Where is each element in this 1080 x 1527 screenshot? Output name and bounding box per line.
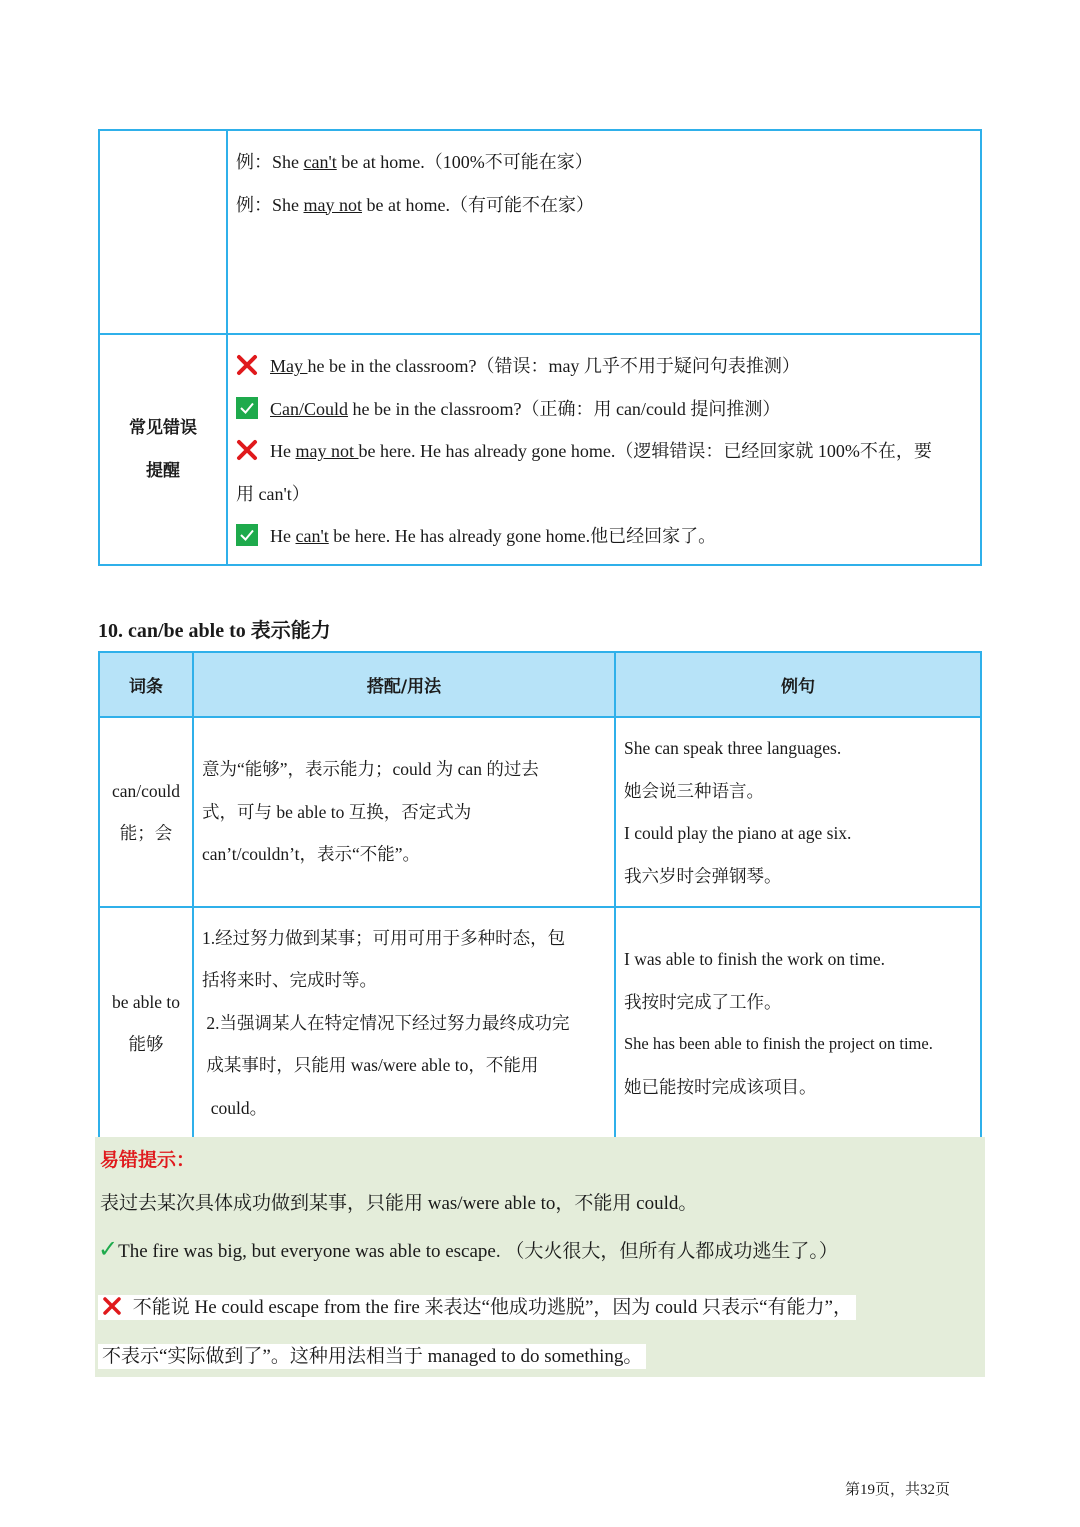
empty-label-cell [99,130,227,334]
warning-line: 表过去某次具体成功做到某事，只能用 was/were able to，不能用 could。 [100,1193,698,1214]
cross-icon [102,1296,122,1322]
mistake-line: Can/Could he be in the classroom?（正确：用 can/could 提问推测） [236,388,980,431]
cross-icon [236,354,258,376]
examples-cell: I was able to finish the work on time. 我按时完成了工作。 She has been able to finish the project on time. 她已能按时完成该项目。 [615,907,981,1139]
warning-example-line: ✓The fire was big, but everyone was able to escape. （大火很大，但所有人都成功逃生了。） [98,1235,838,1263]
usage-table-continued [98,129,982,566]
page-number: 第19页，共32页 [845,1482,951,1498]
header-usage: 搭配/用法 [193,652,615,717]
check-icon [236,524,258,546]
example-line: 例：She may not be at home.（有可能不在家） [236,194,594,215]
header-examples: 例句 [615,652,981,717]
examples-cell [227,130,981,334]
warning-line: 不表示“实际做到了”。这种用法相当于 managed to do something。 [98,1341,646,1368]
mistake-line: May he be in the classroom?（错误：may 几乎不用于疑问句表推测） [236,345,980,388]
mistake-line: 用 can't） [236,483,310,504]
mistakes-label: 常见错误 [129,418,197,438]
checkmark-icon: ✓ [98,1235,119,1263]
usage-cell: 1.经过努力做到某事；可用可用于多种时态，包 括将来时、完成时等。 2.当强调某人在特定情况下经过努力最终成功完 成某事时，只能用 was/were able to，不能用 could。 [193,907,615,1139]
mistakes-cell [227,334,981,565]
section-title: 10. can/be able to 表示能力 [98,620,331,642]
term-cell: be able to 能够 [99,907,193,1139]
can-be-able-to-table [98,651,982,1140]
mistakes-label-cell [99,334,227,565]
term-cell: can/could 能；会 [99,717,193,907]
warning-title: 易错提示： [100,1149,196,1171]
warning-wrong-line: 不能说 He could escape from the fire 来表达“他成功逃脱”，因为 could 只表示“有能力”， [98,1292,856,1322]
mistakes-label: 提醒 [146,460,180,481]
usage-cell: 意为“能够”，表示能力；could 为 can 的过去 式，可与 be able to 互换，否定式为 can’t/couldn’t，表示“不能”。 [193,717,615,907]
cross-icon [236,439,258,461]
check-icon [236,397,258,419]
mistake-line: He can't be here. He has already gone home.他已经回家了。 [236,515,980,558]
mistake-line: He may not be here. He has already gone home.（逻辑错误：已经回家就 100%不在，要 [236,430,980,473]
example-line: 例：She can't be at home.（100%不可能在家） [236,152,593,172]
header-term: 词条 [99,652,193,717]
examples-cell: She can speak three languages. 她会说三种语言。 I could play the piano at age six. 我六岁时会弹钢琴。 [615,717,981,907]
